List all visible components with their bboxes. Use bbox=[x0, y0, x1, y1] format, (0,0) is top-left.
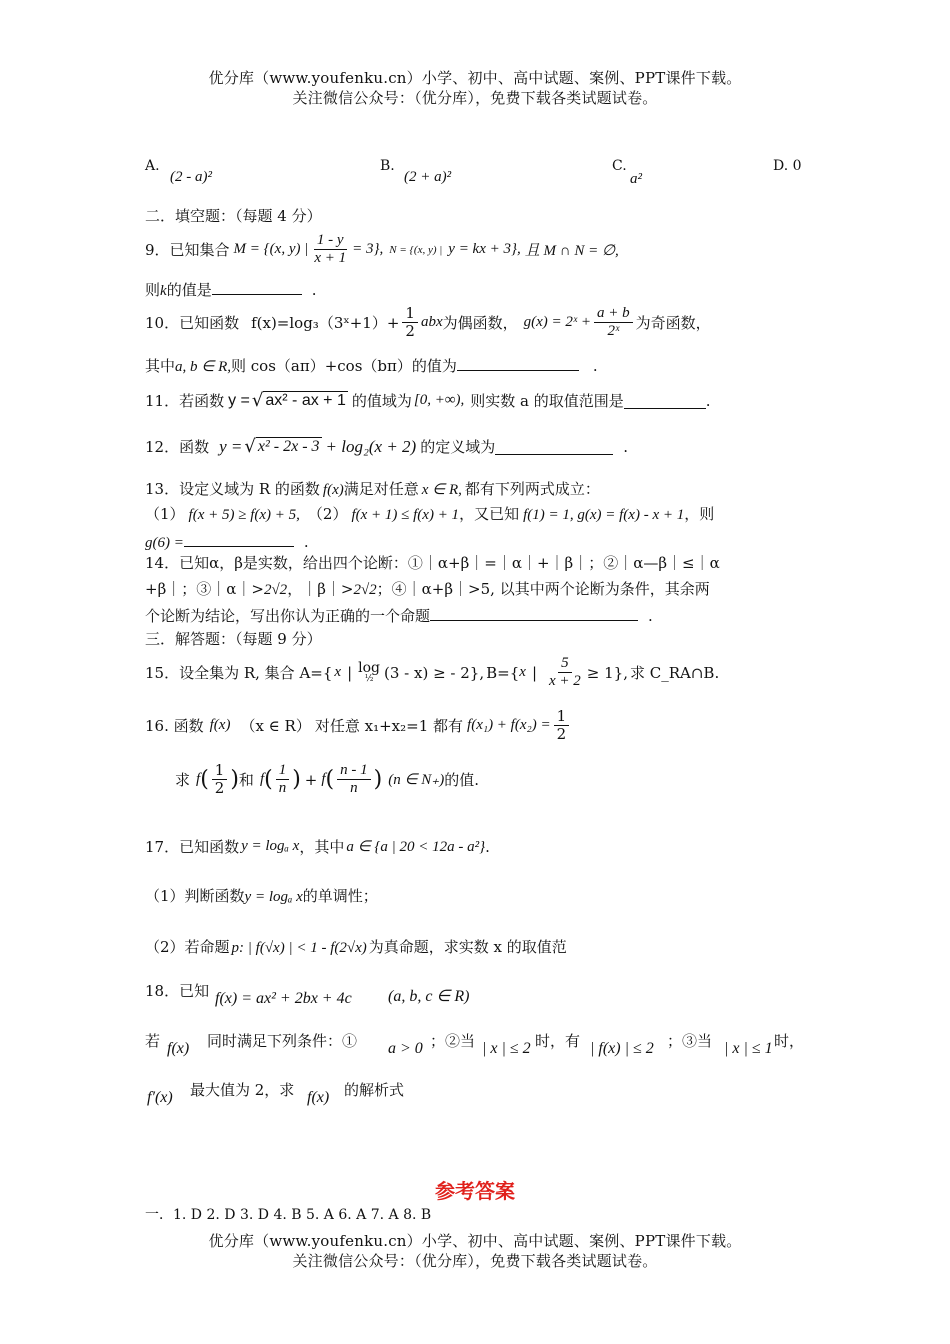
q13-both: 都有下列两式成立： bbox=[464, 480, 600, 498]
q13-c2: f(x + 1) ≤ f(x) + 1 bbox=[351, 507, 460, 523]
q11-answer-blank[interactable] bbox=[624, 392, 706, 409]
q15-frac-num: 5 bbox=[558, 655, 572, 673]
q15-x2: x bbox=[519, 664, 526, 681]
q14-answer-blank[interactable] bbox=[430, 604, 638, 621]
q13-given-lead: ，又已知 bbox=[459, 505, 520, 523]
q9-answer-blank[interactable] bbox=[212, 278, 302, 295]
q10-fx: f(x)=log₃（3ˣ+1）+ bbox=[251, 314, 400, 333]
q11-mid: 的值域为 bbox=[351, 392, 412, 410]
q14-part-c: ；④｜α+β｜>5, 以其中两个论断为条件，其余两 bbox=[376, 580, 710, 598]
q9-k: k bbox=[160, 283, 167, 299]
q18-fprime: f′(x) bbox=[147, 1089, 173, 1106]
q13-c2-label: （2） bbox=[307, 505, 348, 523]
option-b-label: B. bbox=[380, 158, 395, 174]
q16-half-num: 1 bbox=[554, 708, 570, 726]
q10-half bbox=[402, 305, 418, 341]
q9-set-m: M = {(x, y) | bbox=[233, 241, 309, 258]
q9-set-m-right: = 3}, bbox=[352, 241, 384, 258]
q15-frac-den: x + 2 bbox=[549, 673, 581, 690]
q18-when-end: 时， bbox=[774, 1032, 805, 1050]
question-15 bbox=[145, 655, 719, 691]
q13-fx: f(x) bbox=[322, 482, 344, 498]
q12-tail: 的定义域为 bbox=[420, 438, 496, 456]
q14-root-2: 2√2 bbox=[353, 582, 377, 598]
question-9 bbox=[145, 232, 619, 268]
q18-expression: 的解析式 bbox=[344, 1081, 405, 1099]
q16-mid: 对任意 x₁+x₂=1 都有 bbox=[314, 717, 464, 736]
q17-part-1 bbox=[145, 885, 378, 906]
q9-end: . bbox=[311, 281, 317, 299]
section-2-heading: 二．填空题：（每题 4 分） bbox=[145, 207, 322, 225]
q16-f3: f bbox=[321, 771, 326, 788]
q14-root-1: 2√2 bbox=[263, 582, 288, 598]
q16-f2-num: 1 bbox=[276, 762, 290, 780]
q10-abx: abx bbox=[420, 314, 443, 331]
q17-mid: ，其中 bbox=[299, 838, 345, 856]
radical-icon: √ bbox=[251, 390, 264, 411]
q17-p2-tail: 为真命题，求实数 x 的取值范 bbox=[368, 938, 567, 956]
q13-c1-label: （1） bbox=[145, 505, 185, 523]
header-line-1: 优分库（www.youfenku.cn）小学、初中、高中试题、案例、PPT课件下载。 bbox=[208, 69, 742, 87]
q14-end: . bbox=[648, 607, 653, 625]
q18-c2: | x | ≤ 2 bbox=[482, 1040, 531, 1057]
q17-lead: 17．已知函数 bbox=[145, 838, 240, 856]
q15-bar: | bbox=[347, 663, 353, 682]
q15-tail: 求 C_RA∩B. bbox=[629, 664, 720, 683]
answers-line-1: 一．1. D 2. D 3. D 4. B 5. A 6. A 7. A 8. B bbox=[145, 1207, 432, 1223]
q16-cond: （x ∈ R） bbox=[240, 717, 311, 736]
q12-expr-a: y = bbox=[219, 436, 243, 456]
q10-ab: a, b ∈ R, bbox=[175, 359, 231, 375]
q12-end: . bbox=[623, 437, 629, 456]
option-a-expr: (2 - a)² bbox=[170, 169, 212, 185]
q16-line-2 bbox=[175, 762, 479, 798]
q16-f1: f bbox=[196, 771, 201, 788]
q10-gx: g(x) = 2ˣ + bbox=[523, 314, 592, 331]
q11-end: . bbox=[705, 391, 711, 410]
paren-close: ) bbox=[373, 767, 383, 793]
q10-mid: 为偶函数， bbox=[442, 314, 518, 333]
q13-lead: 13．设定义域为 R 的函数 bbox=[145, 480, 320, 498]
q13-line-3 bbox=[145, 530, 309, 552]
q13-c1: f(x + 5) ≥ f(x) + 5, bbox=[188, 507, 300, 523]
footer-line-1: 优分库（www.youfenku.cn）小学、初中、高中试题、案例、PPT课件下载。 bbox=[208, 1232, 742, 1250]
q13-g6: g(6) = bbox=[145, 535, 184, 551]
q16-f3-frac bbox=[337, 762, 371, 798]
q10-g-frac bbox=[594, 305, 633, 341]
footer-line-2: 关注微信公众号：（优分库），免费下载各类试题试卷。 bbox=[292, 1252, 658, 1270]
q9-set-n-cond: y = kx + 3}, bbox=[448, 241, 521, 258]
q15-x1: x bbox=[334, 664, 342, 681]
paren-close: ) bbox=[230, 767, 239, 793]
q17-p1-tail: 的单调性； bbox=[302, 887, 378, 905]
q10-lead: 10．已知函数 bbox=[145, 314, 240, 333]
q18-lead: 18．已知 bbox=[145, 982, 210, 1000]
answers-title: 参考答案 bbox=[435, 1179, 515, 1203]
q16-f1-den: 2 bbox=[214, 779, 225, 798]
q18-conditions-lead: 同时满足下列条件：① bbox=[207, 1032, 358, 1050]
q17-end: . bbox=[485, 837, 490, 856]
q16-f2-den: n bbox=[278, 780, 287, 797]
q15-b: B={ bbox=[486, 663, 520, 682]
q17-p2-expr: p: | f(√x) | < 1 - f(2√x) bbox=[231, 940, 367, 956]
q11-y: y = bbox=[228, 391, 250, 409]
q16-fx: f(x) bbox=[209, 717, 231, 734]
q13-then: ，则 bbox=[684, 505, 715, 523]
question-16 bbox=[145, 708, 572, 744]
paren-open: ( bbox=[200, 767, 209, 793]
option-c-expr: a² bbox=[630, 171, 642, 187]
header-line-2: 关注微信公众号：（优分库），免费下载各类试题试卷。 bbox=[292, 89, 658, 107]
paren-open: ( bbox=[264, 767, 273, 793]
q10-answer-blank[interactable] bbox=[457, 354, 579, 371]
q16-f1-frac bbox=[212, 762, 228, 798]
option-b-expr: (2 + a)² bbox=[404, 169, 452, 185]
q14-part-a: +β｜；③｜α｜> bbox=[145, 580, 264, 598]
q10-half-num: 1 bbox=[402, 305, 418, 323]
q18-has: 时，有 bbox=[535, 1032, 581, 1050]
q10-cos: 则 cos（aπ）+cos（bπ）的值为 bbox=[231, 357, 457, 375]
q9-lead: 9．已知集合 bbox=[145, 241, 230, 260]
paren-open: ( bbox=[325, 767, 335, 793]
question-11 bbox=[145, 390, 711, 411]
q18-c1: a > 0 bbox=[388, 1040, 423, 1057]
q13-satisfies: 满足对任意 bbox=[343, 480, 419, 498]
q18-if: 若 bbox=[145, 1032, 161, 1050]
q10-g-den: 2ˣ bbox=[607, 323, 620, 340]
q16-cond-2: (n ∈ N₊) bbox=[388, 772, 445, 789]
q9-value-of: 的值是 bbox=[166, 281, 212, 299]
q12-lead: 12．函数 bbox=[145, 438, 210, 456]
q10-end: . bbox=[592, 357, 598, 375]
q13-cond: x ∈ R, bbox=[421, 482, 462, 498]
q16-end: 的值. bbox=[444, 771, 479, 790]
q16-f1-num: 1 bbox=[212, 762, 228, 780]
q15-log-base: ½ bbox=[364, 674, 374, 685]
q18-cond: (a, b, c ∈ R) bbox=[388, 988, 470, 1005]
q13-answer-blank[interactable] bbox=[184, 530, 294, 547]
q15-log-word: log bbox=[358, 660, 381, 677]
question-12 bbox=[145, 436, 628, 457]
q16-find: 求 bbox=[175, 771, 191, 790]
q15-bar-2: | bbox=[531, 663, 537, 682]
q14-line-3 bbox=[145, 604, 653, 626]
q9-set-n: N = {(x, y) | bbox=[389, 243, 443, 256]
q17-p1-label: （1）判断函数 bbox=[145, 887, 245, 905]
q15-ge: ≥ 1}, bbox=[586, 663, 628, 682]
q9-frac-den: x + 1 bbox=[314, 250, 347, 267]
option-c-label: C. bbox=[612, 158, 627, 174]
q18-fx: f(x) = ax² + 2bx + 4c bbox=[215, 990, 352, 1007]
q14-line-2 bbox=[145, 578, 710, 599]
q10-half-den: 2 bbox=[405, 322, 415, 341]
q14-line-1: 14．已知α，β是实数，给出四个论断：①｜α+β｜=｜α｜+｜β｜；②｜α—β｜≤｜α bbox=[145, 554, 720, 572]
q18-when-2: ；③当 bbox=[667, 1032, 713, 1050]
q11-tail: 则实数 a 的取值范围是 bbox=[470, 392, 624, 410]
q16-lead: 16. 函数 bbox=[145, 717, 204, 736]
q10-g-num: a + b bbox=[594, 305, 633, 323]
q18-line3-fx: f(x) bbox=[307, 1089, 330, 1106]
q16-half-den: 2 bbox=[556, 725, 567, 744]
option-d: D. 0 bbox=[773, 158, 802, 174]
q9-then: 则 bbox=[145, 281, 161, 299]
q13-given: f(1) = 1, g(x) = f(x) - x + 1 bbox=[523, 507, 685, 523]
q12-sqrt-body: x² - 2x - 3 bbox=[257, 438, 320, 456]
q16-and: 和 bbox=[238, 771, 254, 790]
q18-line2-fx: f(x) bbox=[167, 1040, 190, 1057]
q16-f2: f bbox=[259, 771, 265, 788]
q16-f2-frac bbox=[276, 762, 290, 798]
q12-expr-b: + log₂(x + 2) bbox=[325, 436, 417, 456]
q13-line-2 bbox=[145, 503, 714, 524]
q17-part-2 bbox=[145, 936, 567, 957]
q17-p2-label: （2）若命题 bbox=[145, 938, 230, 956]
q10-tail: 为奇函数， bbox=[635, 314, 711, 333]
q17-fn: y = logₐ x bbox=[241, 838, 300, 854]
q9-line-2 bbox=[145, 278, 316, 300]
q18-when-1: ；②当 bbox=[430, 1032, 476, 1050]
q9-fraction bbox=[311, 232, 349, 268]
q15-fraction bbox=[546, 655, 584, 691]
q17-p1-fn: y = logₐ x bbox=[244, 889, 303, 905]
option-a-label: A. bbox=[145, 158, 160, 174]
q14-prompt: 个论断为结论，写出你认为正确的一个命题 bbox=[145, 607, 431, 625]
q12-answer-blank[interactable] bbox=[495, 438, 613, 455]
q18-c4: | x | ≤ 1 bbox=[724, 1040, 773, 1057]
q16-sum: f(x₁) + f(x₂) = bbox=[467, 717, 551, 734]
q11-sqrt-body: ax² - ax + 1 bbox=[265, 392, 346, 410]
q18-c3: | f(x) | ≤ 2 bbox=[590, 1040, 654, 1057]
question-10 bbox=[145, 305, 711, 341]
q9-tail: 且 M ∩ N = ∅, bbox=[524, 243, 619, 260]
q11-lead: 11．若函数 bbox=[145, 392, 225, 410]
q16-f3-den: n bbox=[350, 780, 358, 797]
q14-part-b: ，｜β｜> bbox=[287, 580, 354, 598]
q18-max: 最大值为 2，求 bbox=[190, 1081, 295, 1099]
q16-plus: + bbox=[304, 770, 318, 789]
q16-half bbox=[554, 708, 570, 744]
q16-f3-num: n - 1 bbox=[337, 762, 371, 780]
q13-end: . bbox=[303, 533, 309, 551]
q11-range: [0, +∞), bbox=[413, 392, 465, 408]
q13-line-1 bbox=[145, 478, 600, 499]
q9-frac-num: 1 - y bbox=[314, 232, 347, 250]
q10-line-2 bbox=[145, 354, 598, 376]
q15-log bbox=[358, 661, 380, 684]
section-3-heading: 三．解答题：（每题 9 分） bbox=[145, 630, 322, 648]
q15-lead: 15．设全集为 R, 集合 A={ bbox=[145, 664, 333, 683]
q17-cond: a ∈ {a | 20 < 12a - a²} bbox=[346, 839, 486, 855]
q10-where: 其中 bbox=[145, 357, 176, 375]
q15-log-arg: (3 - x) ≥ - 2}, bbox=[384, 663, 485, 682]
paren-close: ) bbox=[292, 767, 301, 793]
question-17 bbox=[145, 836, 490, 857]
radical-icon: √ bbox=[244, 436, 256, 457]
